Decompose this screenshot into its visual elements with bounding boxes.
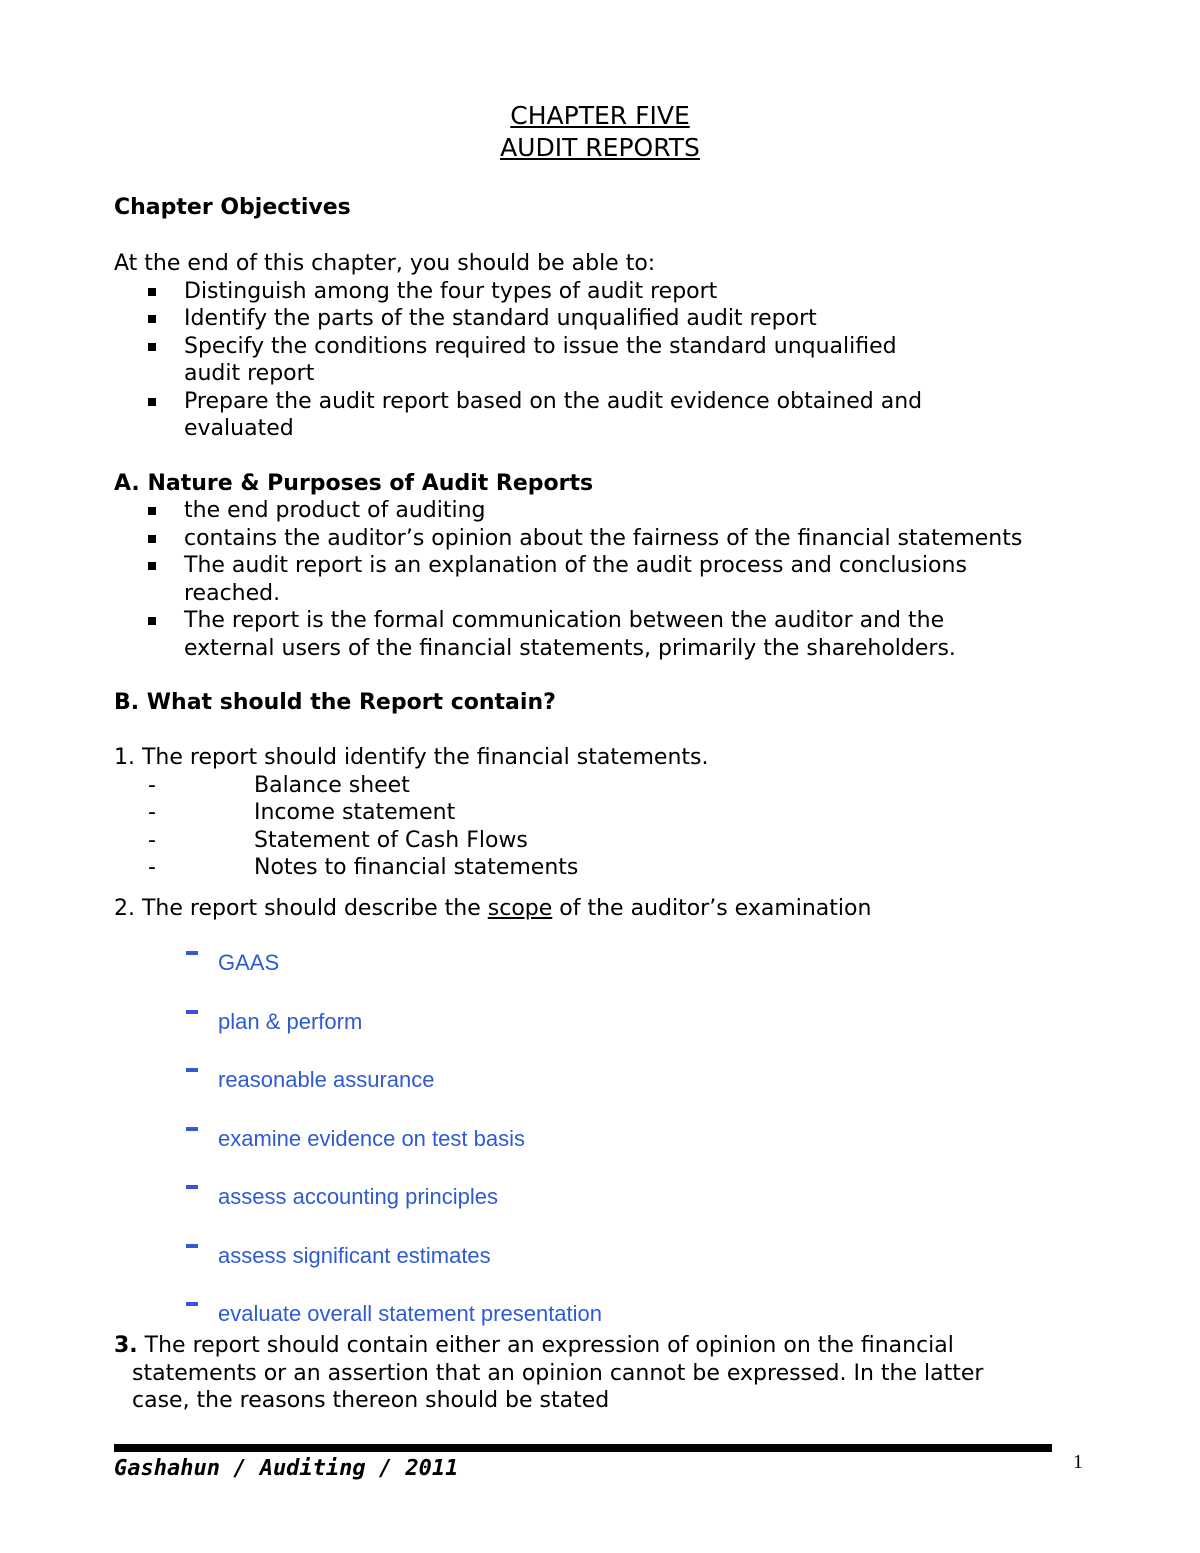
footer-rule <box>114 1444 1052 1452</box>
bullet-square-icon <box>148 343 156 351</box>
dash-icon <box>186 951 198 955</box>
bullet-square-icon <box>148 315 156 323</box>
chapter-subject: AUDIT REPORTS <box>500 133 700 162</box>
section-b-point-3-continued: statements or an assertion that an opinion cannot be expressed. In the latter <box>132 1361 984 1386</box>
dash-icon <box>186 1127 198 1131</box>
dash-icon <box>186 1068 198 1072</box>
section-a-heading: A. Nature & Purposes of Audit Reports <box>114 471 594 496</box>
section-b-heading: B. What should the Report contain? <box>114 690 556 715</box>
section-b-point-1: 1. The report should identify the financial statements. <box>114 745 709 770</box>
bullet-square-icon <box>148 562 156 570</box>
objectives-intro: At the end of this chapter, you should be able to: <box>114 251 656 276</box>
bullet-square-icon <box>148 535 156 543</box>
bullet-square-icon <box>148 617 156 625</box>
bullet-square-icon <box>148 288 156 296</box>
bullet-square-icon <box>148 398 156 406</box>
objectives-heading: Chapter Objectives <box>114 195 351 220</box>
scope-underlined: scope <box>487 896 553 921</box>
chapter-title: CHAPTER FIVE <box>510 101 690 130</box>
page-number: 1 <box>1073 1451 1083 1473</box>
section-b-point-3: 3. The report should contain either an expression of opinion on the financial <box>114 1333 954 1358</box>
dash-icon <box>186 1244 198 1248</box>
section-b-point-3-continued: case, the reasons thereon should be stated <box>132 1388 610 1413</box>
dash-icon <box>186 1185 198 1189</box>
bullet-square-icon <box>148 507 156 515</box>
dash-icon <box>186 1010 198 1014</box>
dash-icon <box>186 1302 198 1306</box>
section-b-point-2: 2. The report should describe the scope of the auditor’s examination <box>114 896 872 921</box>
footer-text: Gashahun / Auditing / 2011 <box>114 1456 459 1481</box>
document-page: CHAPTER FIVE AUDIT REPORTS Chapter Objectives At the end of this chapter, you should be able to: Distinguish among the four types of audit report Identify the parts of the standard unqualified audit report Specify the conditions required to issue the standard unqualified audit report Prepare the audit report based on the audit evidence obtained and evaluated A. Nature & Purposes of Audit Reports the end product of auditing contains the auditor’s opinion about the fairness of the financial statements The audit report is an explanation of the audit process and conclusions reached. The report is the formal communication between the auditor and the external users of the financial statements, primarily the shareholders. B. What should the Report contain? 1. The report should identify the financial statements. - Balance sheet - Income statement - Statement of Cash Flows - Notes to financial statements 2. The report should describe the scope of the auditor’s examination GAAS plan & perform reasonable assurance examine evidence on test basis assess accounting principles assess significant estimates evaluate overall statement presentation 3. The report should contain either an expression of opinion on the financial statements or an assertion that an opinion cannot be expressed. In the latter case, the reasons thereon should be stated Gashahun / Auditing / 2011 1 <box>0 0 1200 1553</box>
